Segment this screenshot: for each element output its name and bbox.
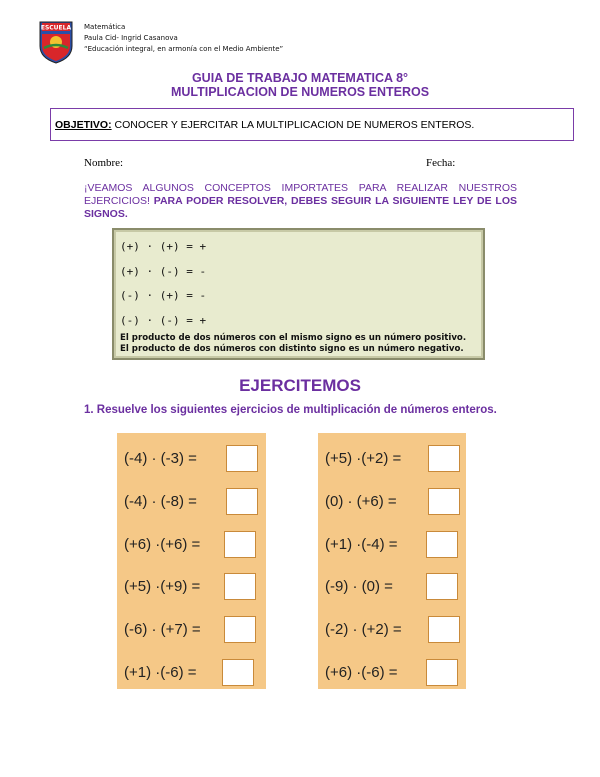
exercise-row <box>318 568 466 611</box>
page-title <box>0 71 600 99</box>
exercise-panel-left <box>117 433 266 689</box>
sign-rule: (+) · (+) = + <box>120 240 207 253</box>
school-info <box>84 22 283 55</box>
exercise-row <box>117 483 266 526</box>
name-field-label: Nombre: <box>84 157 124 169</box>
exercise-expression: (+6) ·(+6) = <box>124 535 201 553</box>
exercise-row <box>117 611 266 654</box>
school-logo <box>38 20 74 64</box>
objective-box <box>50 108 574 141</box>
exercise-expression: (-6) · (+7) = <box>124 621 201 639</box>
intro-paragraph <box>84 182 517 221</box>
rule-explanation-different-sign: El producto de dos números con distinto signo es un número negativo. <box>120 344 464 354</box>
intro-bold-text: PARA PODER RESOLVER, DEBES SEGUIR LA SIGUIENTE LEY DE LOS SIGNOS. <box>84 195 517 220</box>
answer-box[interactable] <box>426 659 458 686</box>
exercise-expression: (+5) ·(+9) = <box>124 578 201 596</box>
answer-box[interactable] <box>426 531 458 558</box>
section-title: EJERCITEMOS <box>239 376 361 395</box>
exercise-expression: (+6) ·(-6) = <box>325 663 398 681</box>
exercise-expression: (+1) ·(-6) = <box>124 663 197 681</box>
answer-box[interactable] <box>224 531 256 558</box>
exercise-expression: (-9) · (0) = <box>325 578 393 596</box>
exercise-expression: (+1) ·(-4) = <box>325 535 398 553</box>
title-line-1: GUIA DE TRABAJO MATEMATICA 8° <box>191 71 409 85</box>
title-line-2: MULTIPLICACION DE NUMEROS ENTEROS <box>170 85 430 99</box>
teachers-line: Paula Cid- Ingrid Casanova <box>84 34 178 42</box>
instruction: 1. Resuelve los siguientes ejercicios de multiplicación de números enteros. <box>84 404 497 416</box>
exercise-expression: (-4) · (-3) = <box>124 450 197 467</box>
exercise-expression: (0) · (+6) = <box>325 492 397 510</box>
sign-rules-box <box>112 228 485 360</box>
motto-line: “Educación integral, en armonía con el Medio Ambiente” <box>84 45 284 53</box>
exercise-row <box>318 483 466 526</box>
exercise-row <box>117 568 266 611</box>
answer-box[interactable] <box>428 445 460 472</box>
subject-line: Matemática <box>84 23 126 31</box>
answer-box[interactable] <box>226 445 258 472</box>
answer-box[interactable] <box>222 659 254 686</box>
objective-text: CONOCER Y EJERCITAR LA MULTIPLICACION DE NUMEROS ENTEROS. <box>111 119 475 131</box>
exercise-row <box>318 654 466 697</box>
rule-explanation-same-sign: El producto de dos números con el mismo signo es un número positivo. <box>120 333 467 343</box>
exercise-panel-right <box>318 433 466 689</box>
exercise-row <box>318 611 466 654</box>
exercise-row <box>117 440 266 483</box>
exercise-row <box>318 440 466 483</box>
answer-box[interactable] <box>226 488 258 515</box>
exercise-expression: (+5) ·(+2) = <box>325 450 402 467</box>
sign-rule: (+) · (-) = - <box>120 264 207 278</box>
answer-box[interactable] <box>428 488 460 515</box>
exercise-row <box>318 526 466 569</box>
answer-box[interactable] <box>224 573 256 600</box>
sign-rule: (-) · (-) = + <box>120 313 207 327</box>
exercise-expression: (-2) · (+2) = <box>325 621 402 639</box>
answer-box[interactable] <box>426 573 458 600</box>
intro-text: ¡VEAMOS ALGUNOS CONCEPTOS IMPORTATES PARA REALIZAR NUESTROS EJERCICIOS! <box>84 182 517 207</box>
exercise-row <box>117 654 266 697</box>
svg-text:ESCUELA: ESCUELA <box>40 24 72 32</box>
sign-rule: (-) · (+) = - <box>120 289 207 302</box>
exercise-row <box>117 526 266 569</box>
exercise-expression: (-4) · (-8) = <box>124 492 197 510</box>
date-field-label: Fecha: <box>426 157 456 169</box>
answer-box[interactable] <box>428 616 460 643</box>
objective-label: OBJETIVO: <box>55 119 112 131</box>
answer-box[interactable] <box>224 616 256 643</box>
